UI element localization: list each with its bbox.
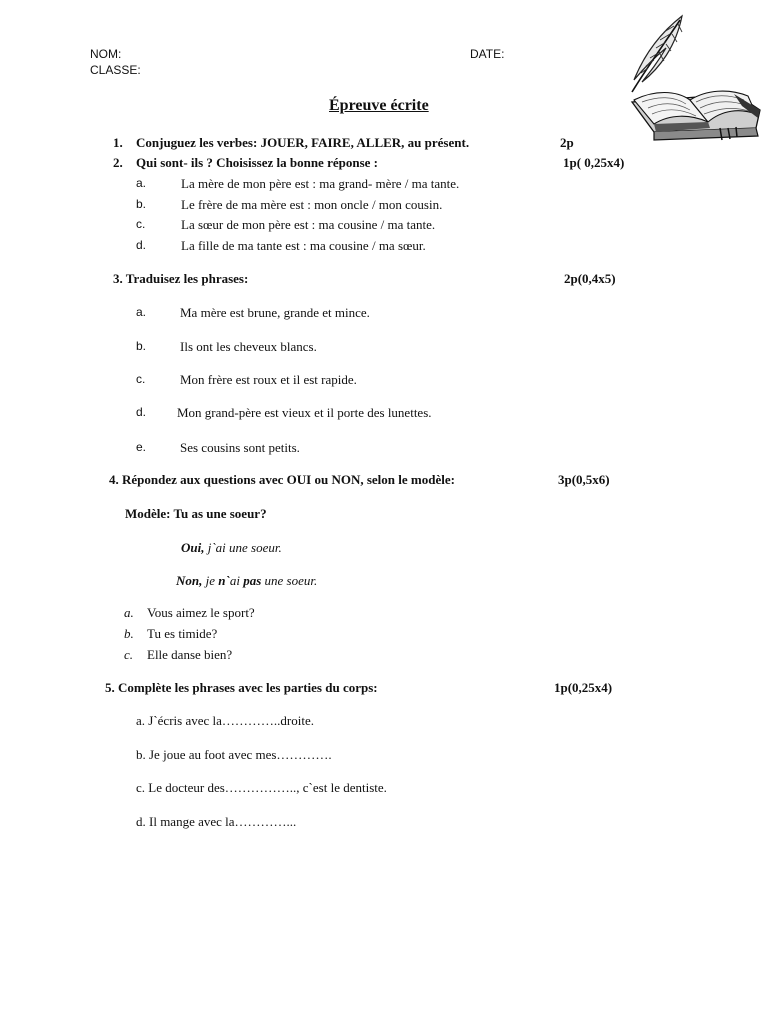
q4-heading: 4. Répondez aux questions avec OUI ou NON, selon le modèle:: [109, 472, 455, 487]
q2-item-text: Le frère de ma mère est : mon oncle / mon cousin.: [181, 197, 443, 212]
q3-item-text: Ses cousins sont petits.: [180, 440, 300, 455]
non-pas: pas: [243, 573, 262, 588]
q2-item-letter: c.: [136, 217, 146, 231]
q3-item-letter: d.: [136, 405, 147, 419]
classe-label: CLASSE:: [90, 63, 141, 77]
q5-item: b. Je joue au foot avec mes………….: [136, 747, 332, 762]
q1-number: 1.: [113, 135, 123, 150]
q3-item-letter: a.: [136, 305, 147, 319]
quill-book-illustration: [624, 10, 764, 146]
q5-heading: 5. Complète les phrases avec les parties du corps:: [105, 680, 378, 695]
q1-points: 2p: [560, 135, 574, 150]
q5-points: 1p(0,25x4): [554, 680, 613, 695]
q2-item-letter: d.: [136, 238, 147, 252]
non-n: n`: [218, 573, 230, 588]
page-title: Épreuve écrite: [329, 97, 429, 114]
q4-item-text: Tu es timide?: [147, 626, 218, 641]
q2-item-letter: b.: [136, 197, 147, 211]
date-label: DATE:: [470, 47, 505, 61]
q3-item-text: Ils ont les cheveux blancs.: [180, 339, 317, 354]
q3-item-text: Ma mère est brune, grande et mince.: [180, 305, 370, 320]
q4-model-oui: [181, 541, 282, 554]
q3-item-text: Mon frère est roux et il est rapide.: [180, 372, 357, 387]
q3-item-letter: e.: [136, 440, 147, 454]
q2-item-text: La sœur de mon père est : ma cousine / ma tante.: [181, 217, 436, 232]
non-ai: ai: [229, 573, 244, 588]
q5-item: d. Il mange avec la…………...: [136, 814, 297, 829]
q2-instruction: Qui sont- ils ? Choisissez la bonne réponse :: [136, 155, 378, 170]
q1-instruction: Conjuguez les verbes: JOUER, FAIRE, ALLER, au présent.: [136, 135, 470, 150]
q3-item-letter: b.: [136, 339, 147, 353]
q3-points: 2p(0,4x5): [564, 271, 616, 286]
q2-number: 2.: [113, 155, 123, 170]
q2-item-text: La fille de ma tante est : ma cousine / ma sœur.: [181, 238, 426, 253]
q5-item: c. Le docteur des…………….., c`est le dentiste.: [136, 780, 387, 795]
nom-label: NOM:: [90, 47, 122, 61]
q2-item-letter: a.: [136, 176, 147, 190]
q4-item-letter: b.: [124, 626, 134, 641]
q4-item-text: Vous aimez le sport?: [147, 605, 255, 620]
non-rest: une soeur.: [261, 573, 318, 588]
q3-item-text: Mon grand-père est vieux et il porte des lunettes.: [177, 405, 432, 420]
q4-model-label: Modèle: Tu as une soeur?: [125, 506, 267, 521]
q2-item-text: La mère de mon père est : ma grand- mère / ma tante.: [181, 176, 460, 191]
q4-model-non: [176, 574, 317, 587]
q5-item: a. J`écris avec la…………..droite.: [136, 713, 314, 728]
q4-item-text: Elle danse bien?: [147, 647, 233, 662]
oui-rest: j`ai une soeur.: [204, 540, 282, 555]
q4-points: 3p(0,5x6): [558, 472, 610, 487]
non-je: je: [202, 573, 219, 588]
q4-item-letter: a.: [124, 605, 134, 620]
q3-heading: 3. Traduisez les phrases:: [113, 271, 249, 286]
q4-item-letter: c.: [124, 647, 134, 662]
q2-points: 1p( 0,25x4): [563, 155, 625, 170]
non-word: Non,: [176, 573, 203, 588]
q3-item-letter: c.: [136, 372, 146, 386]
oui-word: Oui,: [181, 540, 205, 555]
